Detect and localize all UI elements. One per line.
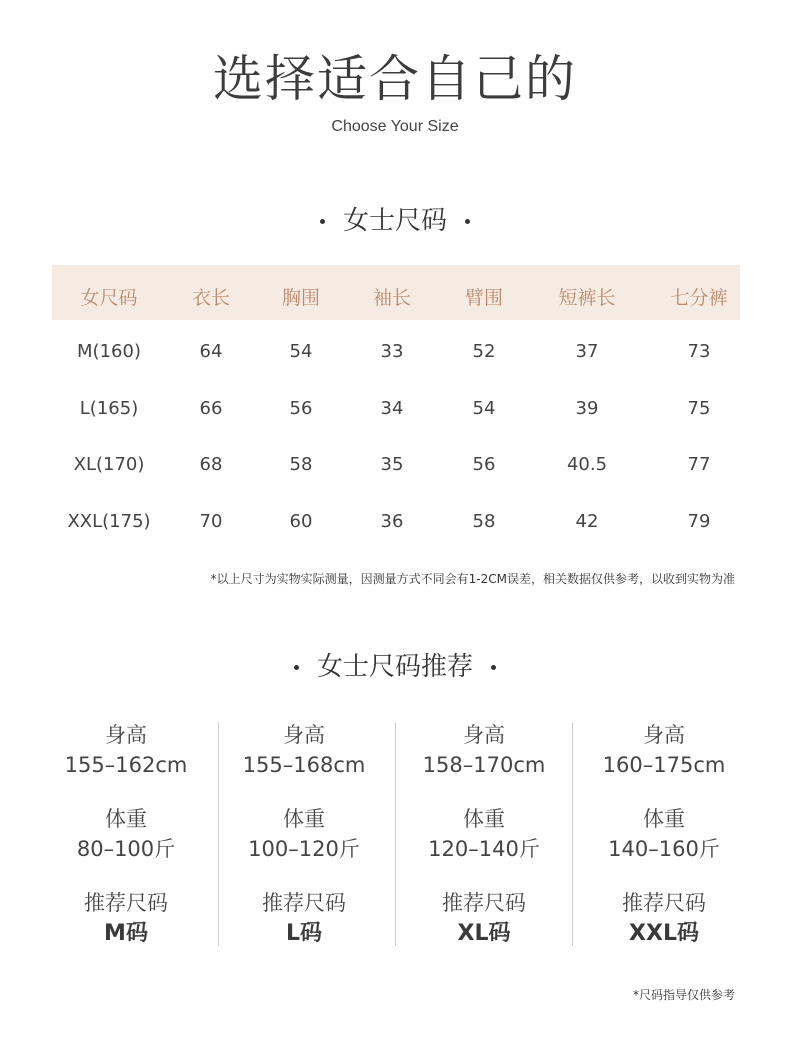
height-value: 160–175cm [602, 753, 726, 777]
column-header: 短裤长 [558, 287, 616, 309]
page-title: 选择适合自己的 [213, 50, 577, 108]
recommended-size-label: 推荐尺码 [442, 891, 526, 915]
measurement-note: *以上尺寸为实物实际测量，因测量方式不同会有1-2CM误差，相关数据仅供参考，以收到实物为准 [210, 572, 735, 586]
table-cell: 40.5 [566, 454, 608, 475]
table-cell: 52 [472, 341, 496, 362]
table-cell: 39 [575, 398, 599, 419]
bullet-dot-icon [491, 665, 496, 670]
table-cell: 79 [687, 511, 711, 532]
table-cell: 75 [687, 398, 711, 419]
height-value: 155–168cm [242, 753, 366, 777]
table-cell: 35 [380, 454, 404, 475]
table-cell: 56 [472, 454, 496, 475]
bullet-dot-icon [294, 665, 299, 670]
table-cell: 34 [380, 398, 404, 419]
table-row [52, 511, 740, 541]
recommendation-card [574, 720, 754, 950]
table-cell: 58 [472, 511, 496, 532]
table-cell: XXL(175) [67, 511, 151, 532]
bullet-dot-icon [465, 219, 470, 224]
table-cell: 64 [199, 341, 223, 362]
table-cell: 37 [575, 341, 599, 362]
table-cell: 68 [199, 454, 223, 475]
table-cell: 56 [289, 398, 313, 419]
column-header: 胸围 [281, 287, 321, 309]
size-table-heading-text: 女士尺码 [342, 206, 447, 236]
recommended-size-value: L码 [285, 921, 323, 946]
table-cell: 54 [289, 341, 313, 362]
height-value: 158–170cm [422, 753, 546, 777]
weight-label: 体重 [283, 807, 325, 831]
recommended-size-value: XL码 [457, 921, 511, 946]
table-row [52, 454, 740, 484]
size-guide-note: *尺码指导仅供参考 [632, 988, 735, 1002]
recommendation-card [214, 720, 394, 950]
weight-value: 140–160斤 [608, 837, 720, 861]
height-value: 155–162cm [64, 753, 188, 777]
recommendation-card [394, 720, 574, 950]
column-divider [572, 722, 573, 946]
table-cell: M(160) [77, 341, 141, 362]
table-cell: 58 [289, 454, 313, 475]
table-cell: 54 [472, 398, 496, 419]
table-cell: 73 [687, 341, 711, 362]
table-cell: 70 [199, 511, 223, 532]
recommendation-card [36, 720, 216, 950]
size-table-heading [0, 200, 790, 237]
weight-label: 体重 [463, 807, 505, 831]
weight-label: 体重 [643, 807, 685, 831]
table-cell: 60 [289, 511, 313, 532]
column-header: 臂围 [464, 287, 504, 309]
recommendation-heading-text: 女士尺码推荐 [316, 652, 473, 682]
weight-value: 80–100斤 [76, 837, 176, 861]
recommended-size-value: M码 [104, 921, 148, 946]
recommended-size-label: 推荐尺码 [622, 891, 706, 915]
size-table-header [52, 265, 740, 320]
table-cell: 66 [199, 398, 223, 419]
table-row [52, 398, 740, 428]
weight-value: 120–140斤 [428, 837, 540, 861]
recommended-size-label: 推荐尺码 [84, 891, 168, 915]
table-cell: 33 [380, 341, 404, 362]
table-cell: 77 [687, 454, 711, 475]
recommended-size-value: XXL码 [629, 921, 699, 946]
page-subtitle: Choose Your Size [331, 118, 459, 135]
column-header: 衣长 [191, 287, 231, 309]
column-header: 女尺码 [80, 287, 138, 309]
recommendation-heading [0, 646, 790, 683]
height-label: 身高 [463, 723, 505, 747]
height-label: 身高 [283, 723, 325, 747]
recommended-size-label: 推荐尺码 [262, 891, 346, 915]
column-header: 袖长 [372, 287, 412, 309]
column-header: 七分裤 [670, 287, 728, 309]
height-label: 身高 [105, 723, 147, 747]
table-row [52, 341, 740, 371]
table-cell: XL(170) [73, 454, 145, 475]
table-cell: 42 [575, 511, 599, 532]
weight-label: 体重 [105, 807, 147, 831]
table-cell: 36 [380, 511, 404, 532]
weight-value: 100–120斤 [248, 837, 360, 861]
table-cell: L(165) [79, 398, 139, 419]
height-label: 身高 [643, 723, 685, 747]
bullet-dot-icon [320, 219, 325, 224]
